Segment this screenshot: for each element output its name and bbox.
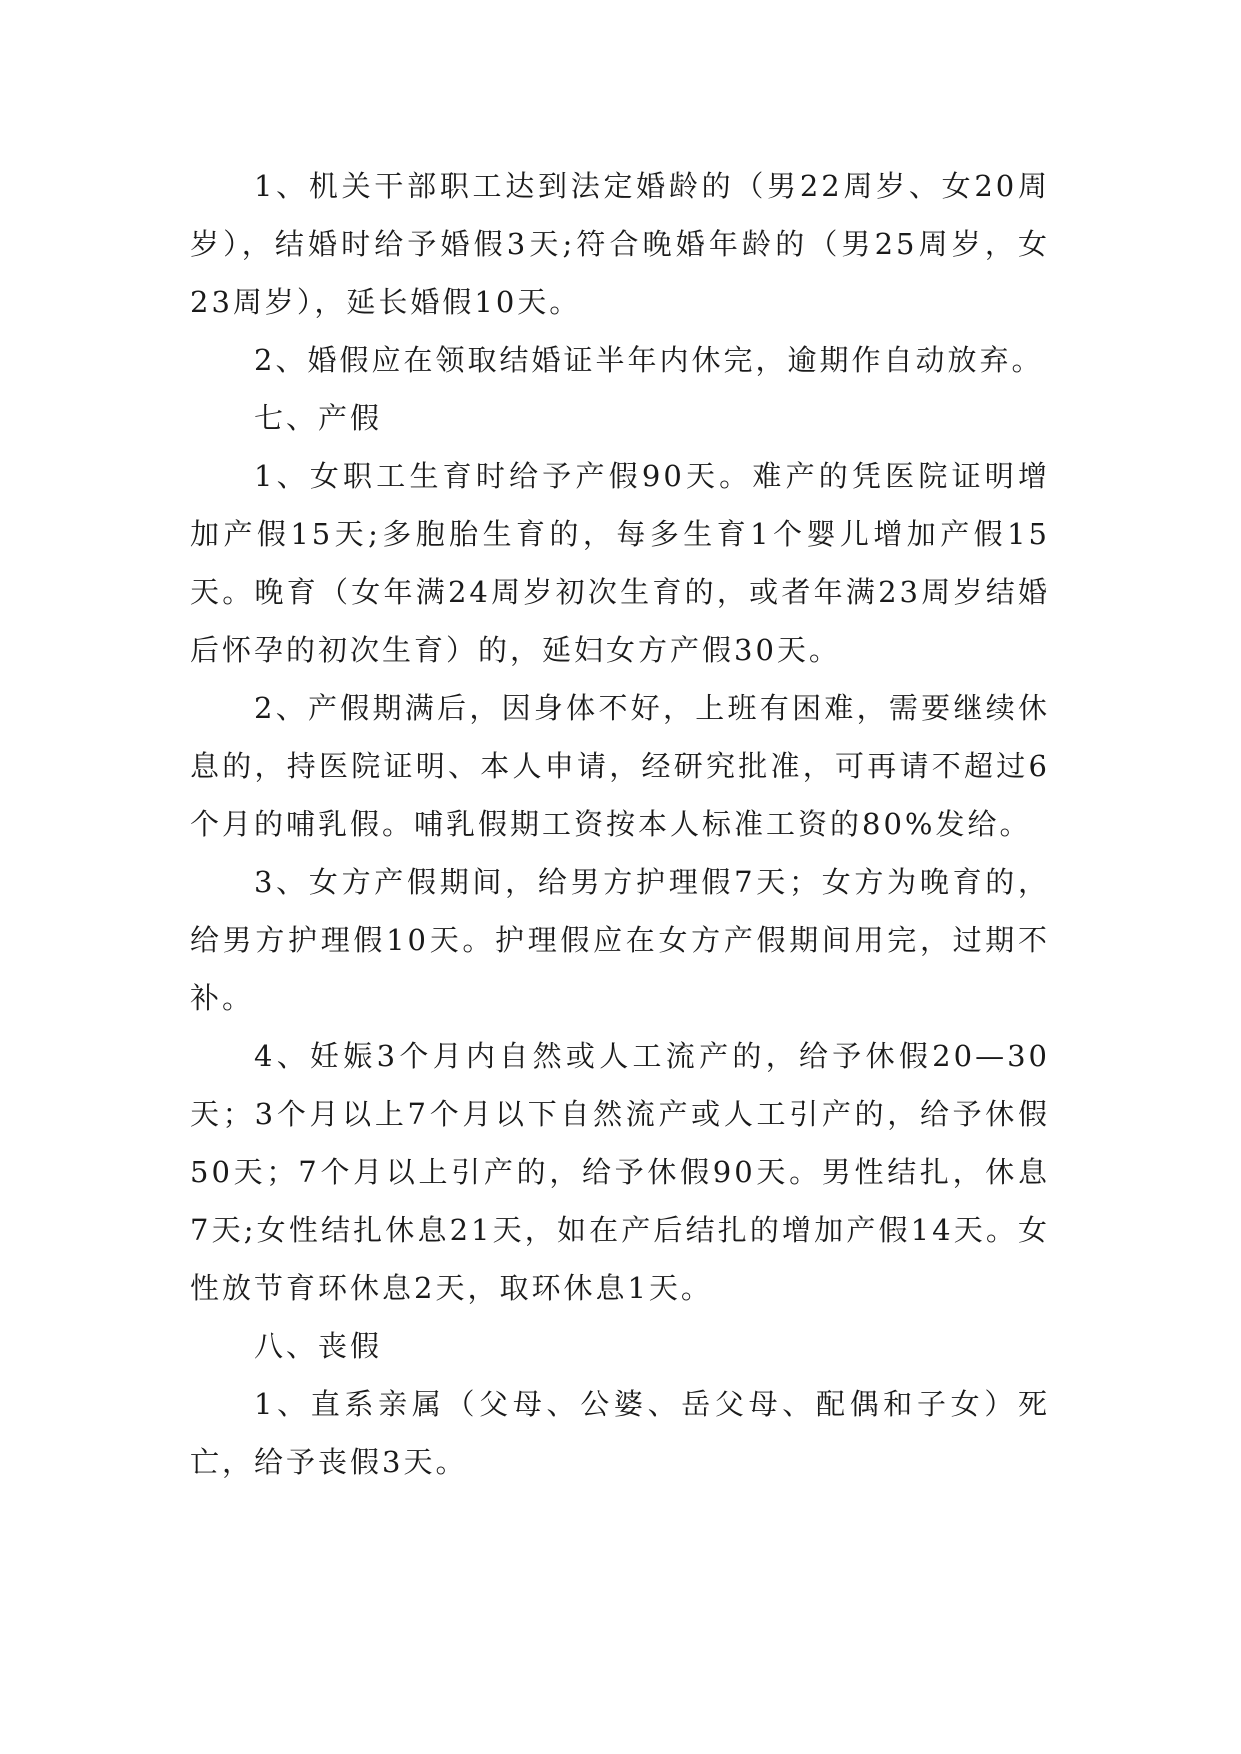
- paragraph-maternity-leave-2: 2、产假期满后，因身体不好，上班有困难，需要继续休息的，持医院证明、本人申请，经研究批准，可再请不超过6个月的哺乳假。哺乳假期工资按本人标准工资的80%发给。: [190, 691, 1050, 841]
- document-body: [190, 157, 1050, 1491]
- paragraph-maternity-leave-4: 4、妊娠3个月内自然或人工流产的，给予休假20—30天；3个月以上7个月以下自然流产或人工引产的，给予休假50天；7个月以上引产的，给予休假90天。男性结扎，休息7天;女性结扎休息21天，如在产后结扎的增加产假14天。女性放节育环休息2天，取环休息1天。: [190, 1039, 1050, 1305]
- paragraph-maternity-leave-1: 1、女职工生育时给予产假90天。难产的凭医院证明增加产假15天;多胞胎生育的，每多生育1个婴儿增加产假15天。晚育（女年满24周岁初次生育的，或者年满23周岁结婚后怀孕的初次生育）的，延妇女方产假30天。: [190, 459, 1050, 667]
- paragraph-marriage-leave-2: 2、婚假应在领取结婚证半年内休完，逾期作自动放弃。: [254, 343, 1044, 377]
- paragraph-bereavement-leave-1: 1、直系亲属（父母、公婆、岳父母、配偶和子女）死亡，给予丧假3天。: [190, 1387, 1050, 1479]
- section-heading-maternity-leave: 七、产假: [254, 401, 383, 435]
- paragraph-maternity-leave-3: 3、女方产假期间，给男方护理假7天；女方为晚育的，给男方护理假10天。护理假应在女方产假期间用完，过期不补。: [190, 865, 1050, 1015]
- section-heading-bereavement-leave: 八、丧假: [254, 1329, 383, 1363]
- paragraph-marriage-leave-1: 1、机关干部职工达到法定婚龄的（男22周岁、女20周岁），结婚时给予婚假3天;符合晚婚年龄的（男25周岁，女23周岁），延长婚假10天。: [190, 169, 1050, 319]
